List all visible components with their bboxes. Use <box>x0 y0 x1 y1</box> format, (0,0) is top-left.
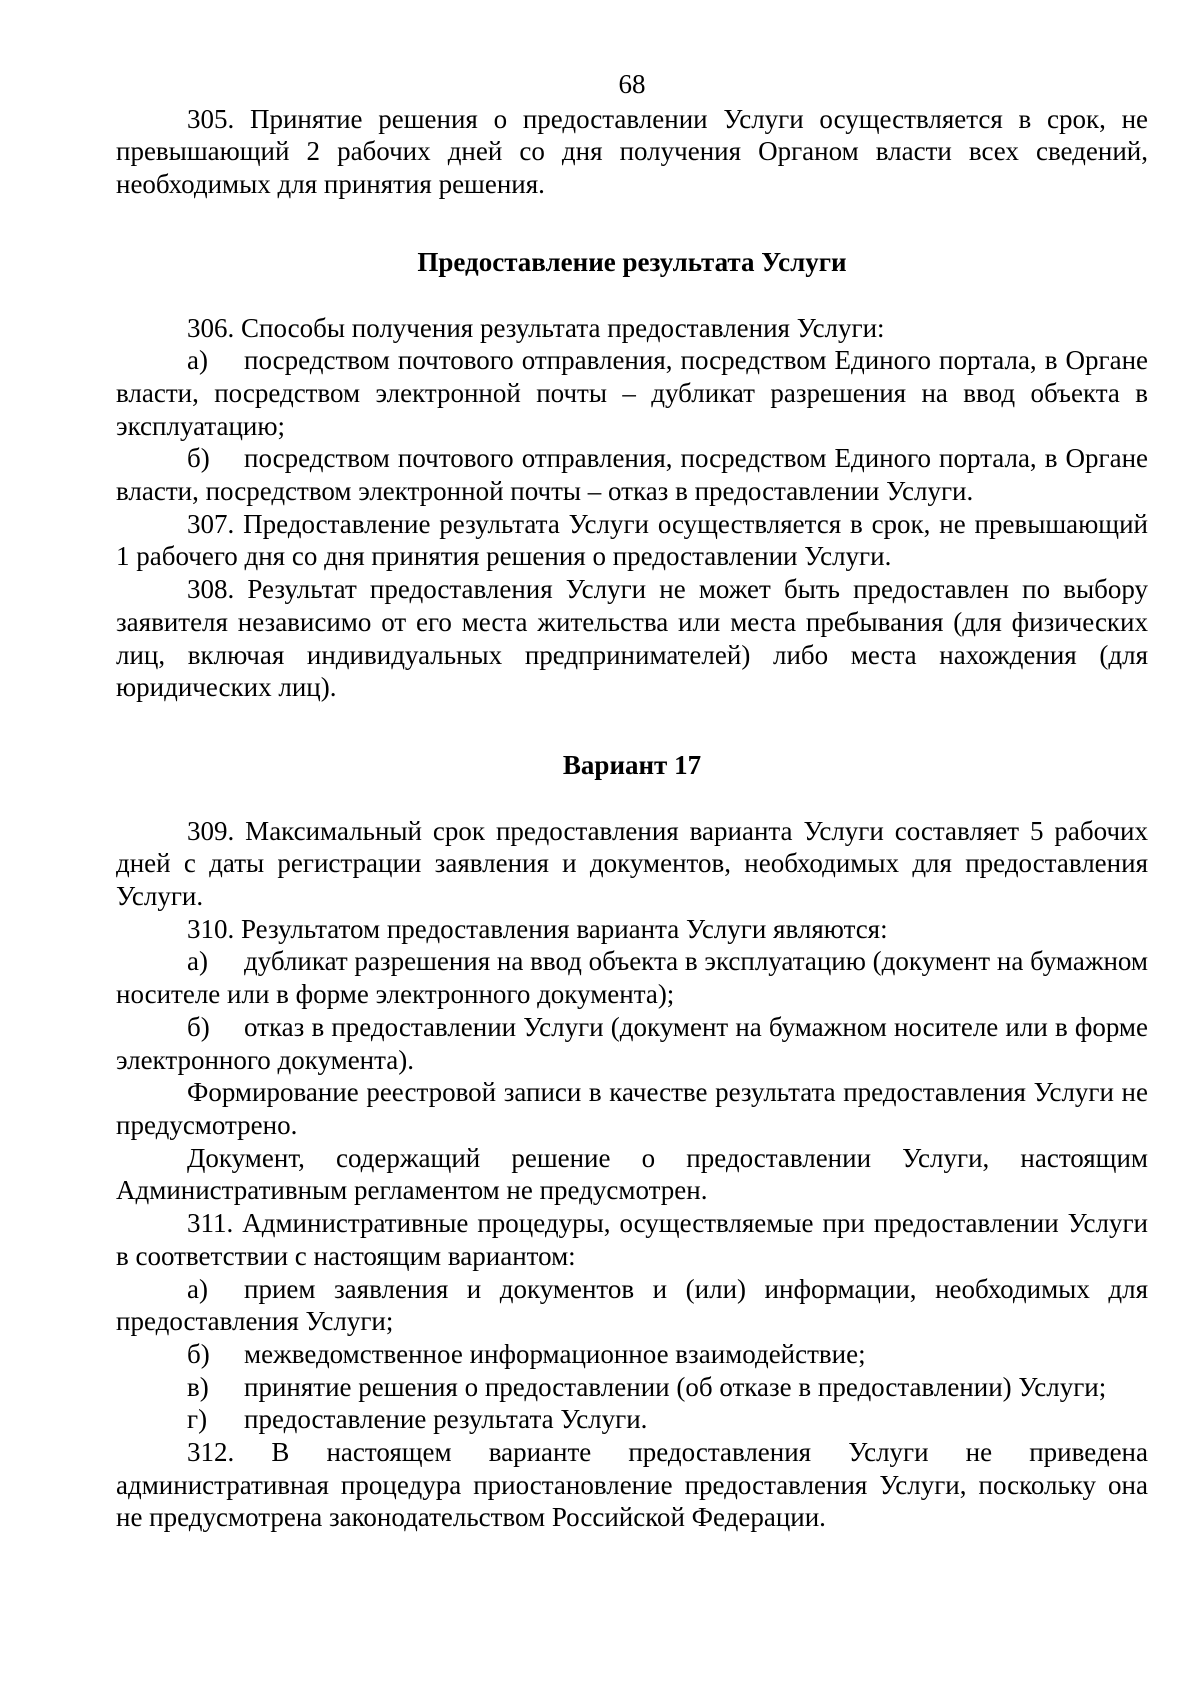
paragraph-document: Документ, содержащий решение о предоставлении Услуги, настоящим Административным регламентом не предусмотрен. <box>116 1142 1148 1206</box>
paragraph-306: 306. Способы получения результата предоставления Услуги: <box>187 312 885 343</box>
list-item-label: б) <box>187 1338 210 1369</box>
section-heading-result: Предоставление результата Услуги <box>417 246 847 277</box>
paragraph-registry: Формирование реестровой записи в качестве результата предоставления Услуги не предусмотрено. <box>116 1077 1148 1140</box>
list-item-text: дубликат разрешения на ввод объекта в эксплуатацию (документ на бумажном носителе или в форме электронного документа); <box>116 946 1148 1010</box>
list-item <box>116 945 1148 1010</box>
paragraph-309: 309. Максимальный срок предоставления варианта Услуги составляет 5 рабочих дней с даты регистрации заявления и документов, необходимых для предоставления Услуги. <box>116 815 1148 912</box>
list-item-text: прием заявления и документов и (или) информации, необходимых для предоставления Услуги; <box>116 1273 1148 1337</box>
list-item <box>116 1011 1148 1076</box>
list-item <box>116 1371 1148 1404</box>
list-item <box>116 442 1148 507</box>
paragraph-305: 305. Принятие решения о предоставлении Услуги осуществляется в срок, не превышающий 2 рабочих дней со дня получения Органом власти всех сведений, необходимых для принятия решения. <box>116 103 1148 200</box>
list-item-label: а) <box>187 345 208 376</box>
paragraph-307: 307. Предоставление результата Услуги осуществляется в срок, не превышающий 1 рабочего дня со дня принятия решения о предоставлении Услуги. <box>116 508 1148 572</box>
list-item-label: в) <box>187 1371 209 1402</box>
list-item <box>116 1338 1148 1371</box>
list-item-text: отказ в предоставлении Услуги (документ на бумажном носителе или в форме электронного документа). <box>116 1011 1148 1075</box>
list-item-label: б) <box>187 443 210 474</box>
list-item <box>116 1273 1148 1338</box>
page-number: 68 <box>618 69 646 99</box>
list-item <box>116 1403 1148 1436</box>
list-item <box>116 344 1148 442</box>
paragraph-308: 308. Результат предоставления Услуги не может быть предоставлен по выбору заявителя независимо от его места жительства или места пребывания (для физических лиц, включая индивидуальных предпринимателей) либо места нахождения (для юридических лиц). <box>116 574 1148 703</box>
paragraph-312: 312. В настоящем варианте предоставления Услуги не приведена административная процедура приостановление предоставления Услуги, поскольку она не предусмотрена законодательством Российской Федерации. <box>116 1437 1148 1533</box>
paragraph-310: 310. Результатом предоставления варианта Услуги являются: <box>187 913 888 944</box>
list-item-text: принятие решения о предоставлении (об отказе в предоставлении) Услуги; <box>244 1371 1107 1402</box>
list-item-label: б) <box>187 1011 210 1042</box>
list-item-label: а) <box>187 1273 208 1304</box>
paragraph-311: 311. Административные процедуры, осуществляемые при предоставлении Услуги в соответствии с настоящим вариантом: <box>116 1208 1148 1271</box>
list-item-text: предоставление результата Услуги. <box>244 1404 648 1435</box>
list-item-label: г) <box>187 1404 208 1435</box>
list-item-label: а) <box>187 946 208 977</box>
list-item-text: посредством почтового отправления, посредством Единого портала, в Органе власти, посредством электронной почты – дубликат разрешения на ввод объекта в эксплуатацию; <box>116 345 1148 441</box>
list-item-text: посредством почтового отправления, посредством Единого портала, в Органе власти, посредством электронной почты – отказ в предоставлении Услуги. <box>116 443 1148 507</box>
section-heading-variant: Вариант 17 <box>562 749 702 780</box>
list-item-text: межведомственное информационное взаимодействие; <box>244 1338 866 1369</box>
